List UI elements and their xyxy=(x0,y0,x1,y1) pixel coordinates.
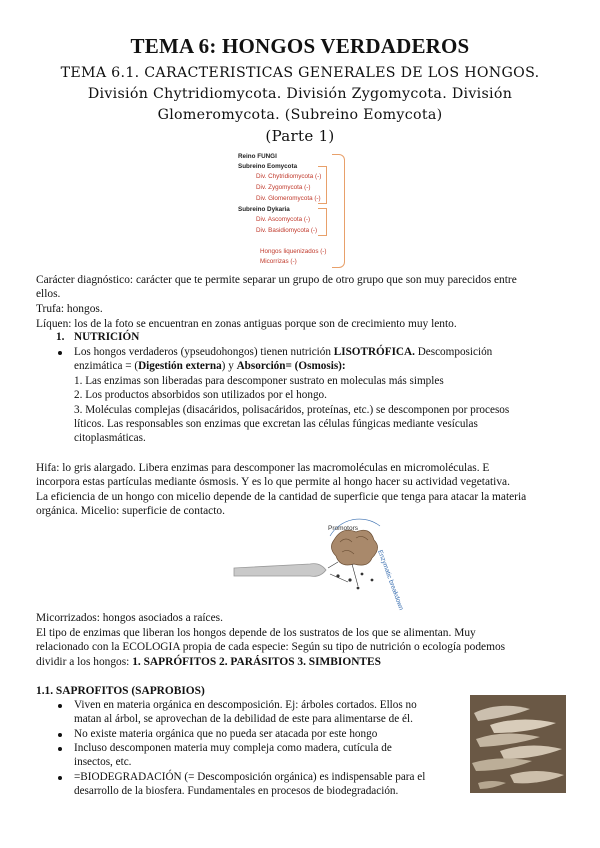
hifa-text: Hifa: lo gris alargado. Libera enzimas para descomponer las macromoléculas en micromoléculas. E xyxy=(36,462,490,474)
taxonomy-division: Div. Chytridiomycota (-) xyxy=(256,173,322,180)
taxonomy-subkingdom: Subreino Dykaria xyxy=(238,206,290,213)
micorriza-text: Micorrizados: hongos asociados a raíces. xyxy=(36,612,223,624)
substrate-blob xyxy=(331,530,377,565)
hifa-text: orgánica. Micelio: superficie de contacto. xyxy=(36,505,225,517)
hifa-text: incorpora estas partículas mediante ósmosis. Y es lo que permite al hongo hacer su actividad vegetativa. xyxy=(36,476,510,488)
bullet xyxy=(58,704,62,708)
intro-text: Carácter diagnóstico: carácter que te permite separar un grupo de otro grupo que son muy parecidos entre xyxy=(36,274,517,286)
step-text: líticos. Las responsables son enzimas que excretan las células fúngicas mediante vesículas xyxy=(74,418,478,430)
taxonomy-division: Div. Basidiomycota (-) xyxy=(256,227,318,234)
taxonomy-subkingdom: Subreino Eomycota xyxy=(238,163,298,170)
diagram-label: Enzymatic breakdown xyxy=(376,549,405,612)
step-text: 2. Los productos absorbidos son utilizados por el hongo. xyxy=(74,389,327,401)
taxonomy-bracket xyxy=(332,154,345,268)
section-number: 1. xyxy=(56,331,65,343)
text-run: dividir a los hongos: xyxy=(36,656,133,668)
text-run: Descomposición xyxy=(414,346,493,358)
bullet-text: matan al árbol, se aprovechan de la debilidad de este para alimentarse de él. xyxy=(74,713,413,725)
intro-text: ellos. xyxy=(36,288,61,300)
step-text: citoplasmáticas. xyxy=(74,432,146,444)
taxonomy-bracket xyxy=(318,166,327,204)
taxonomy-kingdom: Reino FUNGI xyxy=(238,153,277,160)
section-heading: 1.1. SAPROFITOS (SAPROBIOS) xyxy=(36,685,205,697)
text-bold: LISOTRÓFICA. xyxy=(333,346,415,358)
text-run: ) y xyxy=(221,360,237,372)
bullet-text: Viven en materia orgánica en descomposición. Ej: árboles cortados. Ellos no xyxy=(74,699,417,711)
text-bold: Digestión externa xyxy=(138,360,222,372)
page-title: TEMA 6: HONGOS VERDADEROS xyxy=(130,34,470,58)
diagram-label: Promotors xyxy=(328,525,358,532)
subtitle-part: (Parte 1) xyxy=(265,127,335,145)
bullet xyxy=(58,733,62,737)
step-text: 1. Las enzimas son liberadas para descomponer sustrato en moleculas más simples xyxy=(74,375,444,387)
taxonomy-extra: Hongos liquenizados (-) xyxy=(260,248,327,255)
taxonomy-figure xyxy=(232,150,358,270)
bullet xyxy=(58,776,62,780)
page-subtitle xyxy=(30,63,570,147)
hifa-text: La eficiencia de un hongo con micelio depende de la cantidad de superficie que tenga para atacar la materia xyxy=(36,491,527,503)
hypha-diagram xyxy=(230,518,405,612)
bullet-text: insectos, etc. xyxy=(74,756,132,768)
micorriza-text: relacionado con la ECOLOGIA propia de cada especie: Según su tipo de nutrición o ecología podemos xyxy=(36,641,506,653)
intro-text: Líquen: los de la foto se encuentran en zonas antiguas porque son de crecimiento muy lento. xyxy=(36,318,457,330)
micorriza-text xyxy=(36,655,566,669)
text-bold: 1. SAPRÓFITOS 2. PARÁSITOS 3. SIMBIONTES xyxy=(132,656,381,668)
fungus-photo xyxy=(470,695,566,793)
bullet xyxy=(58,747,62,751)
subtitle-line: Glomeromycota. (Subreino Eomycota) xyxy=(157,107,443,123)
taxonomy-bracket xyxy=(318,208,327,236)
bullet-text: =BIODEGRADACIÓN (= Descomposición orgánica) es indispensable para el xyxy=(74,771,426,783)
hypha-shape xyxy=(234,564,326,577)
taxonomy-division: Div. Ascomycota (-) xyxy=(256,216,311,223)
bullet-text xyxy=(74,359,574,373)
bullet-text: Incluso descomponen materia muy compleja como madera, cutícula de xyxy=(74,742,392,754)
bullet xyxy=(58,351,62,355)
taxonomy-division: Div. Zygomycota (-) xyxy=(256,184,311,191)
text-run: enzimática = ( xyxy=(74,360,139,372)
subtitle-line: División Chytridiomycota. División Zygomycota. División xyxy=(87,86,513,102)
text-run: Los hongos verdaderos (ypseudohongos) tienen nutrición xyxy=(74,346,334,358)
bullet-text: desarrollo de la biosfera. Fundamentales en procesos de biodegradación. xyxy=(74,785,399,797)
intro-text: Trufa: hongos. xyxy=(36,303,103,315)
bullet-text: No existe materia orgánica que no pueda ser atacada por este hongo xyxy=(74,728,378,740)
taxonomy-division: Div. Glomeromycota (-) xyxy=(256,195,321,202)
micorriza-text: El tipo de enzimas que liberan los hongos depende de los sustratos de los que se alimentan. Muy xyxy=(36,627,476,639)
subtitle-line: TEMA 6.1. CARACTERISTICAS GENERALES DE LOS HONGOS. xyxy=(60,65,540,81)
step-text: 3. Moléculas complejas (disacáridos, polisacáridos, proteínas, etc.) se descomponen por procesos xyxy=(74,404,510,416)
bullet-text xyxy=(74,345,574,359)
section-heading: NUTRICIÓN xyxy=(74,331,140,343)
taxonomy-extra: Micorrizas (-) xyxy=(260,258,297,265)
text-bold: Absorción= (Osmosis): xyxy=(236,360,346,372)
